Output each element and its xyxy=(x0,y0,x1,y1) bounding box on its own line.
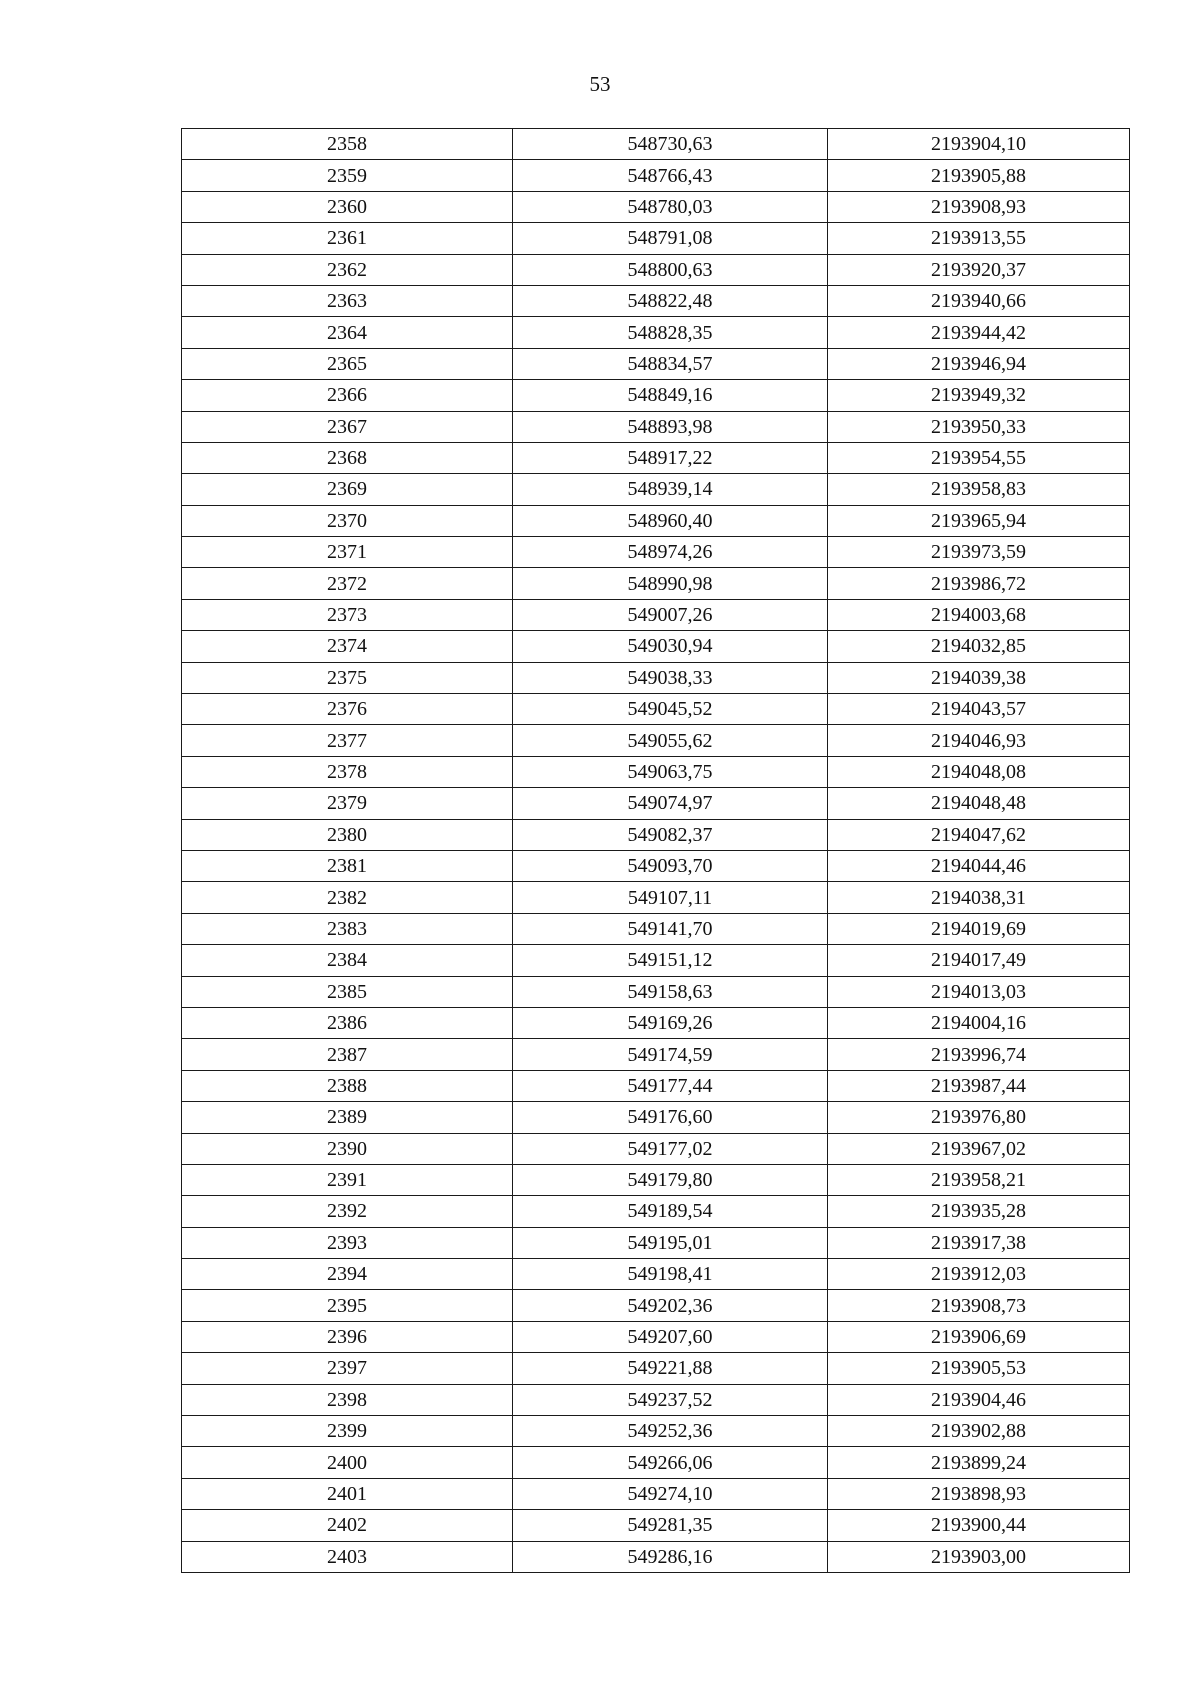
point-number-cell: 2399 xyxy=(182,1416,513,1447)
point-number-cell: 2386 xyxy=(182,1007,513,1038)
table-row xyxy=(182,442,1130,473)
y-coordinate-cell: 2194004,16 xyxy=(828,1007,1130,1038)
y-coordinate-cell: 2193898,93 xyxy=(828,1478,1130,1509)
x-coordinate-cell: 548800,63 xyxy=(513,254,828,285)
table-row xyxy=(182,1416,1130,1447)
point-number-cell: 2401 xyxy=(182,1478,513,1509)
x-coordinate-cell: 548960,40 xyxy=(513,505,828,536)
point-number-cell: 2371 xyxy=(182,537,513,568)
x-coordinate-cell: 549169,26 xyxy=(513,1007,828,1038)
x-coordinate-cell: 549045,52 xyxy=(513,694,828,725)
y-coordinate-cell: 2194039,38 xyxy=(828,662,1130,693)
x-coordinate-cell: 548791,08 xyxy=(513,223,828,254)
x-coordinate-cell: 549176,60 xyxy=(513,1102,828,1133)
table-row xyxy=(182,1510,1130,1541)
point-number-cell: 2363 xyxy=(182,285,513,316)
point-number-cell: 2367 xyxy=(182,411,513,442)
y-coordinate-cell: 2193987,44 xyxy=(828,1070,1130,1101)
table-row xyxy=(182,129,1130,160)
point-number-cell: 2360 xyxy=(182,191,513,222)
point-number-cell: 2393 xyxy=(182,1227,513,1258)
x-coordinate-cell: 549202,36 xyxy=(513,1290,828,1321)
x-coordinate-cell: 548766,43 xyxy=(513,160,828,191)
point-number-cell: 2382 xyxy=(182,882,513,913)
point-number-cell: 2368 xyxy=(182,442,513,473)
point-number-cell: 2388 xyxy=(182,1070,513,1101)
y-coordinate-cell: 2194044,46 xyxy=(828,850,1130,881)
y-coordinate-cell: 2193965,94 xyxy=(828,505,1130,536)
x-coordinate-cell: 549063,75 xyxy=(513,756,828,787)
x-coordinate-cell: 549158,63 xyxy=(513,976,828,1007)
coordinates-table xyxy=(181,128,1130,1573)
x-coordinate-cell: 549141,70 xyxy=(513,913,828,944)
point-number-cell: 2381 xyxy=(182,850,513,881)
y-coordinate-cell: 2194003,68 xyxy=(828,599,1130,630)
table-row xyxy=(182,1259,1130,1290)
table-row xyxy=(182,1290,1130,1321)
table-row xyxy=(182,568,1130,599)
x-coordinate-cell: 549207,60 xyxy=(513,1321,828,1352)
x-coordinate-cell: 549189,54 xyxy=(513,1196,828,1227)
table-row xyxy=(182,1164,1130,1195)
table-row xyxy=(182,254,1130,285)
y-coordinate-cell: 2193913,55 xyxy=(828,223,1130,254)
table-row xyxy=(182,317,1130,348)
y-coordinate-cell: 2193917,38 xyxy=(828,1227,1130,1258)
y-coordinate-cell: 2194038,31 xyxy=(828,882,1130,913)
table-row xyxy=(182,1227,1130,1258)
y-coordinate-cell: 2193944,42 xyxy=(828,317,1130,348)
table-row xyxy=(182,599,1130,630)
point-number-cell: 2396 xyxy=(182,1321,513,1352)
table-row xyxy=(182,474,1130,505)
y-coordinate-cell: 2194013,03 xyxy=(828,976,1130,1007)
point-number-cell: 2379 xyxy=(182,788,513,819)
point-number-cell: 2397 xyxy=(182,1353,513,1384)
table-row xyxy=(182,1384,1130,1415)
y-coordinate-cell: 2193900,44 xyxy=(828,1510,1130,1541)
x-coordinate-cell: 549177,44 xyxy=(513,1070,828,1101)
x-coordinate-cell: 549195,01 xyxy=(513,1227,828,1258)
point-number-cell: 2366 xyxy=(182,380,513,411)
x-coordinate-cell: 549093,70 xyxy=(513,850,828,881)
point-number-cell: 2394 xyxy=(182,1259,513,1290)
x-coordinate-cell: 548822,48 xyxy=(513,285,828,316)
y-coordinate-cell: 2193958,83 xyxy=(828,474,1130,505)
point-number-cell: 2398 xyxy=(182,1384,513,1415)
point-number-cell: 2370 xyxy=(182,505,513,536)
y-coordinate-cell: 2194017,49 xyxy=(828,945,1130,976)
point-number-cell: 2402 xyxy=(182,1510,513,1541)
table-row xyxy=(182,411,1130,442)
table-row xyxy=(182,1447,1130,1478)
x-coordinate-cell: 549252,36 xyxy=(513,1416,828,1447)
y-coordinate-cell: 2193905,88 xyxy=(828,160,1130,191)
x-coordinate-cell: 549030,94 xyxy=(513,631,828,662)
x-coordinate-cell: 548730,63 xyxy=(513,129,828,160)
table-row xyxy=(182,1007,1130,1038)
table-row xyxy=(182,1039,1130,1070)
table-row xyxy=(182,913,1130,944)
table-row xyxy=(182,819,1130,850)
table-row xyxy=(182,788,1130,819)
x-coordinate-cell: 548939,14 xyxy=(513,474,828,505)
y-coordinate-cell: 2193935,28 xyxy=(828,1196,1130,1227)
x-coordinate-cell: 549074,97 xyxy=(513,788,828,819)
y-coordinate-cell: 2193940,66 xyxy=(828,285,1130,316)
y-coordinate-cell: 2193905,53 xyxy=(828,1353,1130,1384)
point-number-cell: 2403 xyxy=(182,1541,513,1572)
page-number: 53 xyxy=(589,72,611,96)
table-row xyxy=(182,505,1130,536)
point-number-cell: 2385 xyxy=(182,976,513,1007)
table-row xyxy=(182,191,1130,222)
table-row xyxy=(182,756,1130,787)
x-coordinate-cell: 548849,16 xyxy=(513,380,828,411)
y-coordinate-cell: 2193949,32 xyxy=(828,380,1130,411)
table-row xyxy=(182,662,1130,693)
table-row xyxy=(182,945,1130,976)
y-coordinate-cell: 2193904,46 xyxy=(828,1384,1130,1415)
x-coordinate-cell: 549266,06 xyxy=(513,1447,828,1478)
x-coordinate-cell: 549221,88 xyxy=(513,1353,828,1384)
x-coordinate-cell: 549274,10 xyxy=(513,1478,828,1509)
y-coordinate-cell: 2193950,33 xyxy=(828,411,1130,442)
table-row xyxy=(182,537,1130,568)
y-coordinate-cell: 2194047,62 xyxy=(828,819,1130,850)
point-number-cell: 2374 xyxy=(182,631,513,662)
y-coordinate-cell: 2194048,48 xyxy=(828,788,1130,819)
point-number-cell: 2380 xyxy=(182,819,513,850)
x-coordinate-cell: 548974,26 xyxy=(513,537,828,568)
point-number-cell: 2375 xyxy=(182,662,513,693)
table-row xyxy=(182,1070,1130,1101)
y-coordinate-cell: 2193920,37 xyxy=(828,254,1130,285)
point-number-cell: 2377 xyxy=(182,725,513,756)
y-coordinate-cell: 2194019,69 xyxy=(828,913,1130,944)
point-number-cell: 2400 xyxy=(182,1447,513,1478)
x-coordinate-cell: 549177,02 xyxy=(513,1133,828,1164)
point-number-cell: 2359 xyxy=(182,160,513,191)
point-number-cell: 2372 xyxy=(182,568,513,599)
point-number-cell: 2365 xyxy=(182,348,513,379)
x-coordinate-cell: 549281,35 xyxy=(513,1510,828,1541)
y-coordinate-cell: 2193912,03 xyxy=(828,1259,1130,1290)
y-coordinate-cell: 2193908,93 xyxy=(828,191,1130,222)
table-row xyxy=(182,694,1130,725)
x-coordinate-cell: 549007,26 xyxy=(513,599,828,630)
x-coordinate-cell: 548893,98 xyxy=(513,411,828,442)
point-number-cell: 2378 xyxy=(182,756,513,787)
coordinates-table-body xyxy=(182,129,1130,1573)
table-row xyxy=(182,380,1130,411)
x-coordinate-cell: 549082,37 xyxy=(513,819,828,850)
y-coordinate-cell: 2194032,85 xyxy=(828,631,1130,662)
table-row xyxy=(182,348,1130,379)
table-row xyxy=(182,1196,1130,1227)
table-row xyxy=(182,1102,1130,1133)
x-coordinate-cell: 548917,22 xyxy=(513,442,828,473)
y-coordinate-cell: 2194048,08 xyxy=(828,756,1130,787)
x-coordinate-cell: 549198,41 xyxy=(513,1259,828,1290)
y-coordinate-cell: 2193973,59 xyxy=(828,537,1130,568)
point-number-cell: 2392 xyxy=(182,1196,513,1227)
table-row xyxy=(182,850,1130,881)
table-row xyxy=(182,882,1130,913)
x-coordinate-cell: 549055,62 xyxy=(513,725,828,756)
x-coordinate-cell: 548834,57 xyxy=(513,348,828,379)
point-number-cell: 2390 xyxy=(182,1133,513,1164)
x-coordinate-cell: 548990,98 xyxy=(513,568,828,599)
y-coordinate-cell: 2193899,24 xyxy=(828,1447,1130,1478)
point-number-cell: 2358 xyxy=(182,129,513,160)
y-coordinate-cell: 2193903,00 xyxy=(828,1541,1130,1572)
x-coordinate-cell: 548780,03 xyxy=(513,191,828,222)
y-coordinate-cell: 2193906,69 xyxy=(828,1321,1130,1352)
x-coordinate-cell: 549151,12 xyxy=(513,945,828,976)
x-coordinate-cell: 549237,52 xyxy=(513,1384,828,1415)
table-row xyxy=(182,285,1130,316)
point-number-cell: 2376 xyxy=(182,694,513,725)
y-coordinate-cell: 2193986,72 xyxy=(828,568,1130,599)
point-number-cell: 2373 xyxy=(182,599,513,630)
x-coordinate-cell: 549286,16 xyxy=(513,1541,828,1572)
y-coordinate-cell: 2193946,94 xyxy=(828,348,1130,379)
y-coordinate-cell: 2193904,10 xyxy=(828,129,1130,160)
point-number-cell: 2364 xyxy=(182,317,513,348)
table-row xyxy=(182,160,1130,191)
table-row xyxy=(182,1541,1130,1572)
table-row xyxy=(182,976,1130,1007)
table-row xyxy=(182,223,1130,254)
point-number-cell: 2391 xyxy=(182,1164,513,1195)
point-number-cell: 2361 xyxy=(182,223,513,254)
table-row xyxy=(182,1321,1130,1352)
y-coordinate-cell: 2193954,55 xyxy=(828,442,1130,473)
table-row xyxy=(182,631,1130,662)
table-row xyxy=(182,725,1130,756)
x-coordinate-cell: 549107,11 xyxy=(513,882,828,913)
y-coordinate-cell: 2193902,88 xyxy=(828,1416,1130,1447)
y-coordinate-cell: 2193976,80 xyxy=(828,1102,1130,1133)
point-number-cell: 2389 xyxy=(182,1102,513,1133)
x-coordinate-cell: 549038,33 xyxy=(513,662,828,693)
x-coordinate-cell: 549174,59 xyxy=(513,1039,828,1070)
y-coordinate-cell: 2193967,02 xyxy=(828,1133,1130,1164)
x-coordinate-cell: 549179,80 xyxy=(513,1164,828,1195)
table-row xyxy=(182,1353,1130,1384)
point-number-cell: 2369 xyxy=(182,474,513,505)
point-number-cell: 2383 xyxy=(182,913,513,944)
x-coordinate-cell: 548828,35 xyxy=(513,317,828,348)
table-row xyxy=(182,1478,1130,1509)
point-number-cell: 2387 xyxy=(182,1039,513,1070)
point-number-cell: 2395 xyxy=(182,1290,513,1321)
y-coordinate-cell: 2193958,21 xyxy=(828,1164,1130,1195)
point-number-cell: 2384 xyxy=(182,945,513,976)
y-coordinate-cell: 2194043,57 xyxy=(828,694,1130,725)
table-row xyxy=(182,1133,1130,1164)
y-coordinate-cell: 2194046,93 xyxy=(828,725,1130,756)
y-coordinate-cell: 2193908,73 xyxy=(828,1290,1130,1321)
y-coordinate-cell: 2193996,74 xyxy=(828,1039,1130,1070)
point-number-cell: 2362 xyxy=(182,254,513,285)
